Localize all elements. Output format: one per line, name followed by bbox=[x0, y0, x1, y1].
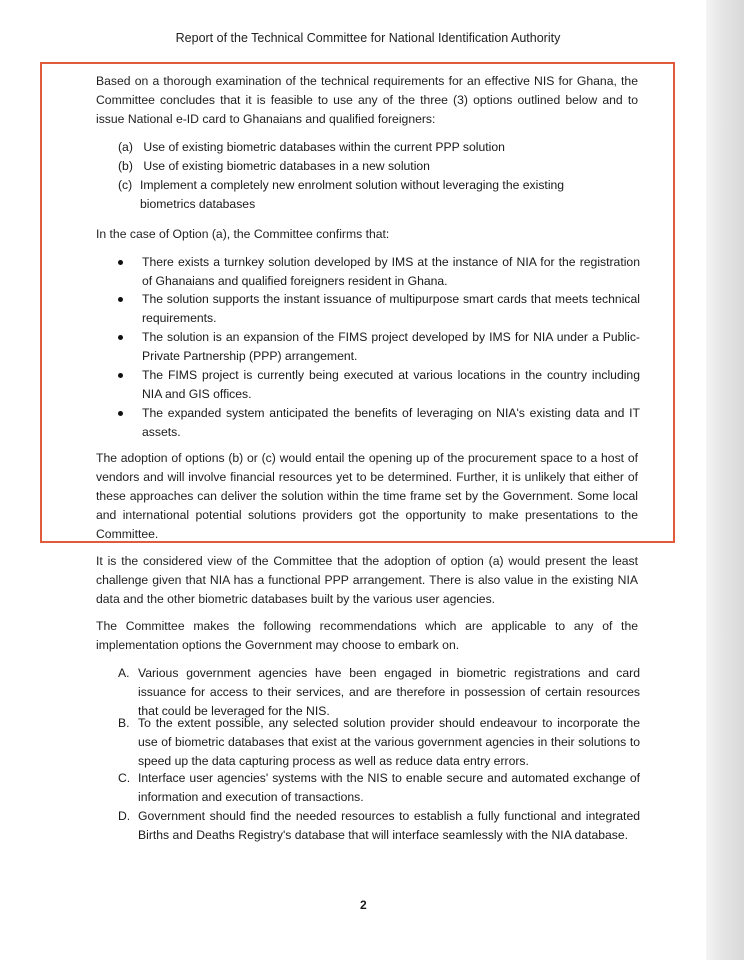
option-a bbox=[118, 138, 638, 157]
option-text: Use of existing biometric databases within the current PPP solution bbox=[143, 140, 505, 154]
recommendation-label: C. bbox=[118, 771, 131, 785]
bullet-text: The solution is an expansion of the FIMS project developed by IMS for NIA under a Public-Private Partnership (PPP) arrangement. bbox=[142, 330, 640, 363]
bullet-text: The FIMS project is currently being executed at various locations in the country including NIA and GIS offices. bbox=[142, 368, 640, 401]
recommendations-intro: The Committee makes the following recommendations which are applicable to any of the implementation options the Government may choose to embark on. bbox=[96, 619, 638, 652]
recommendation-label: D. bbox=[118, 809, 131, 823]
recommendation-text: Interface user agencies' systems with the NIS to enable secure and automated exchange of information and execution of transactions. bbox=[138, 771, 640, 804]
option-b bbox=[118, 157, 638, 176]
view-paragraph: It is the considered view of the Committee that the adoption of option (a) would present the least challenge given that NIA has a functional PPP arrangement. There is also value in the existing NIA data and the other biometric databases built by the various user agencies. bbox=[96, 554, 638, 606]
option-text: Use of existing biometric databases in a new solution bbox=[143, 159, 430, 173]
bullet-icon bbox=[118, 411, 123, 416]
page-header: Report of the Technical Committee for National Identification Authority bbox=[175, 31, 561, 45]
bullet-text: The expanded system anticipated the benefits of leveraging on NIA's existing data and IT assets. bbox=[142, 406, 640, 439]
bullet-text: The solution supports the instant issuance of multipurpose smart cards that meets technical requirements. bbox=[142, 292, 640, 325]
adoption-paragraph: The adoption of options (b) or (c) would entail the opening up of the procurement space to a host of vendors and will involve financial resources yet to be determined. Further, it is unlikely that either of these approaches can deliver the solution within the time frame set by the Government. Some local and international potential solutions providers got the opportunity to make presentations to the Committee. bbox=[96, 451, 638, 541]
bullet-icon bbox=[118, 297, 123, 302]
case-intro: In the case of Option (a), the Committee confirms that: bbox=[96, 227, 390, 241]
recommendation-text: Various government agencies have been engaged in biometric registrations and card issuance for access to their services, and are therefore in possession of certain resources that could be leveraged for the NIS. bbox=[138, 666, 640, 718]
bullet-icon bbox=[118, 260, 123, 265]
option-label: (a) bbox=[118, 140, 133, 154]
option-label: (c) bbox=[118, 178, 133, 192]
recommendation-label: B. bbox=[118, 716, 130, 730]
recommendation-label: A. bbox=[118, 666, 130, 680]
page-number: 2 bbox=[360, 898, 367, 912]
bullet-icon bbox=[118, 373, 123, 378]
bullet-text: There exists a turnkey solution developed by IMS at the instance of NIA for the registration of Ghanaians and qualified foreigners resident in Ghana. bbox=[142, 255, 640, 288]
option-text: Implement a completely new enrolment solution without leveraging the existing biometrics databases bbox=[140, 178, 565, 211]
recommendation-text: To the extent possible, any selected solution provider should endeavour to incorporate the use of biometric databases that exist at the various government agencies in their solutions to speed up the data capturing process as well as reduce data entry errors. bbox=[138, 716, 640, 768]
option-label: (b) bbox=[118, 159, 133, 173]
intro-paragraph: Based on a thorough examination of the technical requirements for an effective NIS for Ghana, the Committee concludes that it is feasible to use any of the three (3) options outlined below and to issue National e-ID card to Ghanaians and qualified foreigners: bbox=[96, 74, 638, 126]
option-c bbox=[118, 176, 638, 214]
bullet-icon bbox=[118, 335, 123, 340]
recommendation-text: Government should find the needed resources to establish a fully functional and integrated Births and Deaths Registry's database that will interface seamlessly with the NIA database. bbox=[138, 809, 640, 842]
page-edge bbox=[706, 0, 744, 960]
